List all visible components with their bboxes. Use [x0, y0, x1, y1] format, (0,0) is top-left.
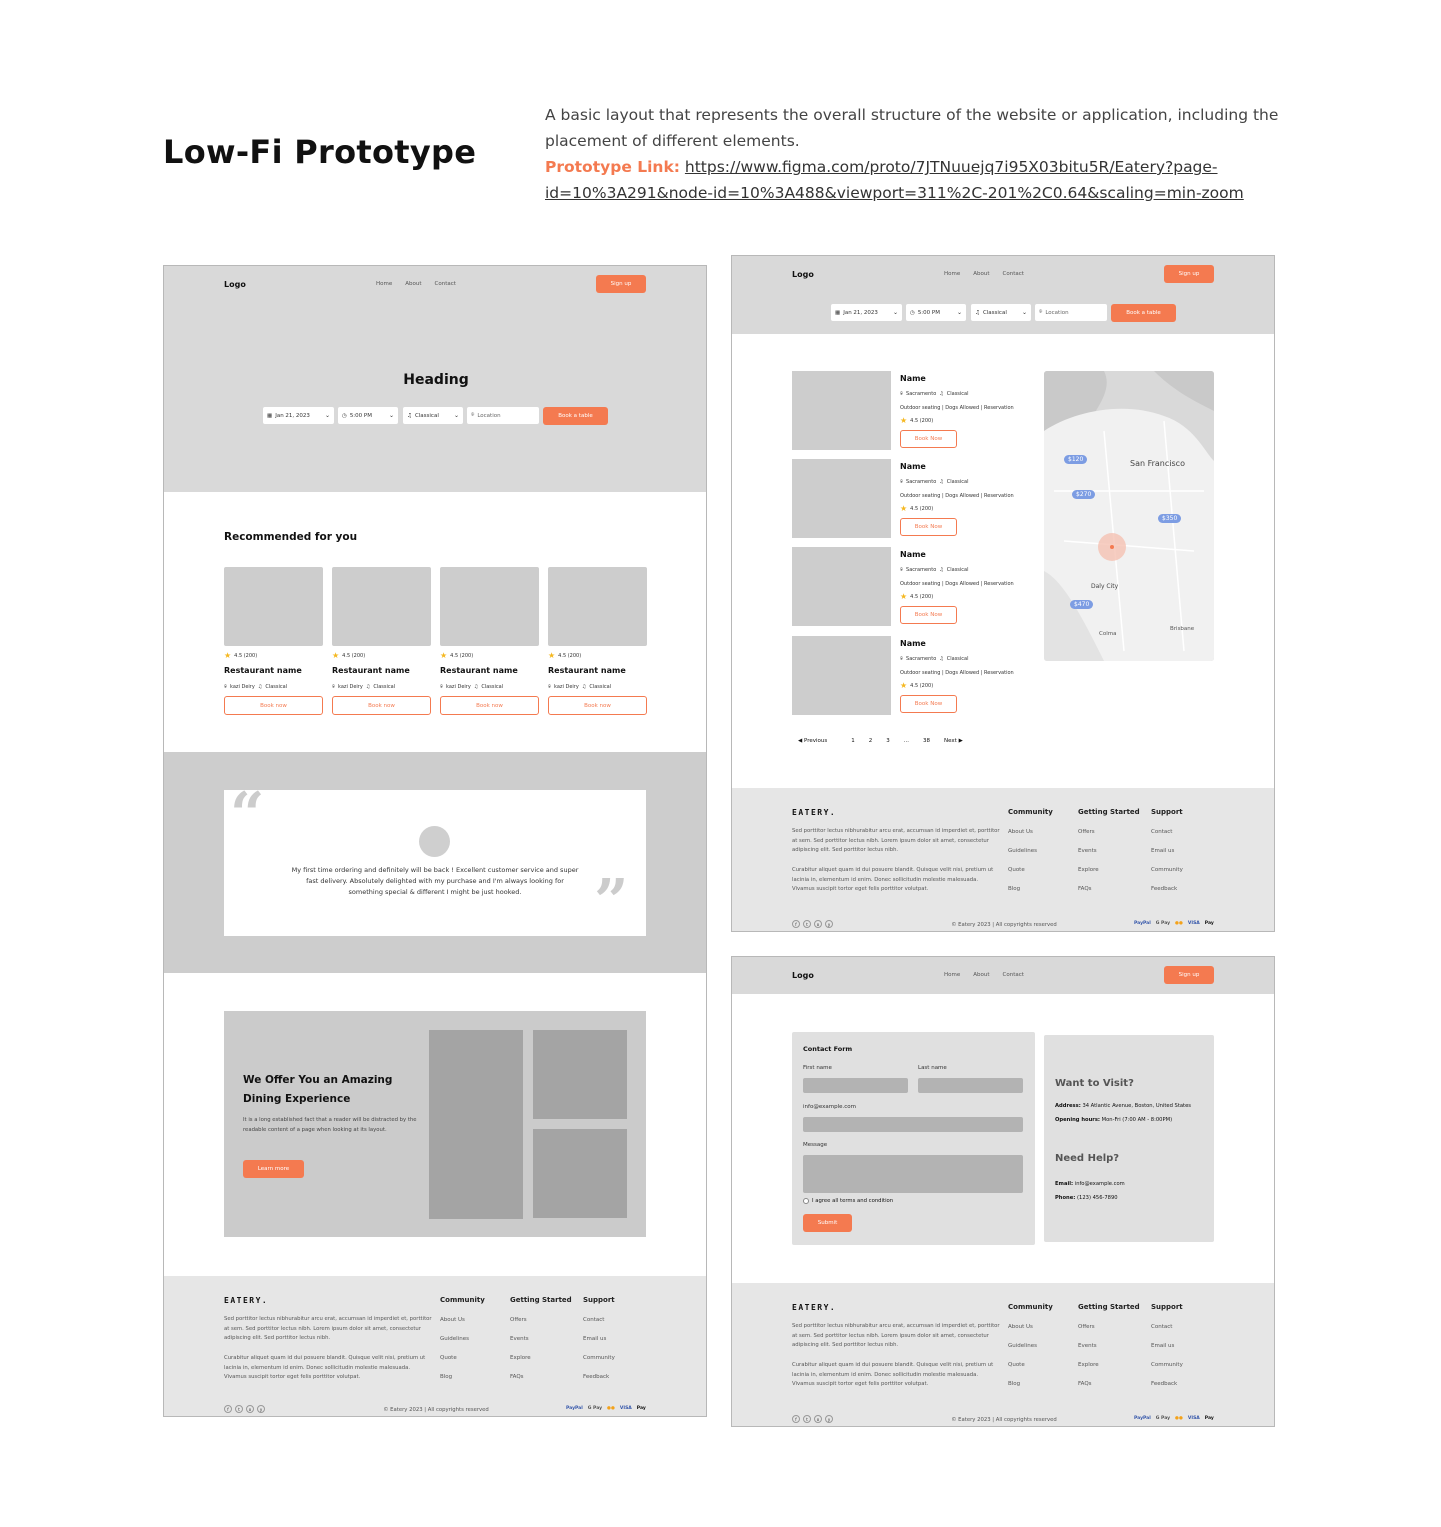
- intro-text: [545, 102, 1285, 206]
- price-marker[interactable]: $270: [1072, 490, 1095, 499]
- clock-icon: ◷: [342, 412, 347, 419]
- prototype-link[interactable]: https://www.figma.com/proto/7JTNuuejq7i95X03bitu5R/Eatery?page-id=10%3A291&node-id=10%3A488&viewport=311%2C-201%2C0.64&scaling=min-zoom: [545, 158, 1244, 202]
- music-icon: ♫: [975, 309, 980, 316]
- footer-col-title: Community: [440, 1296, 485, 1304]
- page-link[interactable]: 3: [886, 738, 890, 744]
- map-label-city: Brisbane: [1170, 626, 1195, 632]
- footer-link[interactable]: Community: [1151, 867, 1183, 873]
- listing-meta: ⌾ Sacramento ♫ Classical: [900, 567, 969, 573]
- chevron-down-icon: ⌄: [892, 309, 898, 316]
- nav-contact[interactable]: Contact: [1002, 972, 1024, 978]
- card-restaurant-name[interactable]: Restaurant name: [224, 666, 302, 675]
- map-background: [1044, 371, 1214, 661]
- footer-link[interactable]: About Us: [1008, 829, 1033, 835]
- page-ellipsis: ...: [903, 738, 909, 744]
- map-label-city: San Francisco: [1130, 459, 1185, 468]
- paypal-icon: PayPal: [1134, 921, 1151, 926]
- nav-about[interactable]: About: [973, 972, 990, 978]
- footer-link[interactable]: FAQs: [1078, 886, 1092, 892]
- music-icon: ♫: [939, 391, 944, 397]
- book-now-button[interactable]: Book now: [332, 696, 431, 715]
- footer-link[interactable]: Guidelines: [440, 1336, 469, 1342]
- footer-col-title: Support: [1151, 808, 1183, 816]
- youtube-icon[interactable]: y: [257, 1405, 265, 1413]
- offer-title: We Offer You an Amazing Dining Experience: [243, 1074, 393, 1105]
- pagination: [798, 738, 963, 744]
- twitter-icon[interactable]: t: [803, 1415, 811, 1423]
- signup-button[interactable]: Sign up: [596, 275, 646, 293]
- location-pin-icon: ⌾: [548, 684, 552, 690]
- offer-image: [533, 1129, 627, 1218]
- gpay-icon: G Pay: [1155, 921, 1171, 926]
- footer-link[interactable]: FAQs: [510, 1374, 524, 1380]
- card-restaurant-name[interactable]: Restaurant name: [548, 666, 626, 675]
- book-now-button[interactable]: Book Now: [900, 695, 957, 713]
- date-picker[interactable]: ▦ Jan 21, 2023 ⌄: [263, 407, 334, 424]
- location-input[interactable]: ⌾ Location: [467, 407, 539, 424]
- mastercard-icon: ●●: [1175, 921, 1183, 926]
- calendar-icon: ▦: [835, 309, 841, 316]
- listing-image[interactable]: [792, 636, 891, 715]
- visa-icon: VISA: [1187, 1416, 1200, 1421]
- book-now-button[interactable]: Book Now: [900, 606, 957, 624]
- footer-col-title: Community: [1008, 1303, 1053, 1311]
- submit-button[interactable]: Submit: [803, 1214, 852, 1232]
- footer-link[interactable]: Contact: [583, 1317, 605, 1323]
- footer-text: Curabitur aliquet quam id dui posuere blandit. Quisque velit nisi, pretium ut lacinia in, elementum id enim. Donec sollicitudin molestie malesuada. Vivamus suscipit tortor eget felis porttitor volutpat.: [792, 867, 994, 892]
- card-image[interactable]: [332, 567, 431, 646]
- footer-text: Curabitur aliquet quam id dui posuere blandit. Quisque velit nisi, pretium ut lacinia in, elementum id enim. Donec sollicitudin molestie malesuada. Vivamus suscipit tortor eget felis porttitor volutpat.: [792, 1362, 994, 1387]
- email-field[interactable]: [803, 1117, 1023, 1132]
- listing-image[interactable]: [792, 459, 891, 538]
- testimonial-text: My first time ordering and definitely will be back ! Excellent customer service and super fast delivery. Absolutely delighted with my purchase and I'm always looking for something special & different I might be just hooked.: [291, 866, 579, 896]
- footer-link[interactable]: Feedback: [1151, 886, 1178, 892]
- chevron-down-icon: ⌄: [324, 412, 330, 419]
- star-icon: ★: [900, 681, 908, 690]
- footer-col-title: Support: [1151, 1303, 1183, 1311]
- footer-link[interactable]: Community: [583, 1355, 615, 1361]
- card-meta: ⌾ kazi Deiry ♫ Classical: [332, 684, 396, 690]
- footer-link[interactable]: About Us: [440, 1317, 465, 1323]
- footer-link[interactable]: Quote: [1008, 1362, 1025, 1368]
- testimonial-card: [224, 780, 646, 937]
- listing-rating: ★ 4.5 (200): [900, 416, 934, 425]
- logo[interactable]: Logo: [224, 280, 246, 289]
- last-name-label: Last name: [918, 1065, 947, 1071]
- home-frame: [163, 265, 707, 1417]
- location-pin-icon: ⌾: [332, 684, 336, 690]
- copyright: © Eatery 2023 | All copyrights reserved: [951, 1417, 1057, 1423]
- payment-methods: [566, 1406, 646, 1411]
- book-now-button[interactable]: Book now: [440, 696, 539, 715]
- paypal-icon: PayPal: [566, 1406, 583, 1411]
- listing-features: Outdoor seating | Dogs Allowed | Reservation: [900, 493, 1014, 499]
- book-table-button[interactable]: Book a table: [543, 407, 608, 425]
- youtube-icon[interactable]: y: [825, 1415, 833, 1423]
- book-now-button[interactable]: Book Now: [900, 518, 957, 536]
- offer-image: [533, 1030, 627, 1119]
- page-link[interactable]: 1: [851, 738, 855, 744]
- chevron-down-icon: ⌄: [388, 412, 394, 419]
- nav-about[interactable]: About: [973, 271, 990, 277]
- music-icon: ♫: [939, 567, 944, 573]
- date-picker[interactable]: ▦ Jan 21, 2023 ⌄: [831, 304, 902, 321]
- message-field[interactable]: [803, 1155, 1023, 1193]
- star-icon: ★: [900, 416, 908, 425]
- footer-brand[interactable]: EATERY.: [224, 1296, 269, 1305]
- star-icon: ★: [224, 651, 232, 660]
- location-pin-icon: ⌾: [900, 656, 904, 662]
- listing-name[interactable]: Name: [900, 462, 926, 471]
- quote-open-icon: “: [230, 780, 265, 850]
- page-link[interactable]: 38: [922, 738, 930, 744]
- footer-link[interactable]: Blog: [1008, 1381, 1021, 1387]
- listing-features: Outdoor seating | Dogs Allowed | Reservation: [900, 405, 1014, 411]
- location-input[interactable]: ⌾ Location: [1035, 304, 1107, 321]
- price-marker[interactable]: $120: [1064, 455, 1087, 464]
- music-icon: ♫: [365, 684, 371, 690]
- nav-contact[interactable]: Contact: [434, 281, 456, 287]
- listing-name[interactable]: Name: [900, 374, 926, 383]
- footer-link[interactable]: Quote: [1008, 867, 1025, 873]
- nav-links: [376, 281, 456, 287]
- applepay-icon: Pay: [1204, 1416, 1214, 1421]
- avatar: [419, 826, 450, 857]
- phone-line: Phone: (123) 456-7890: [1055, 1195, 1118, 1201]
- instagram-icon[interactable]: o: [246, 1405, 254, 1413]
- paypal-icon: PayPal: [1134, 1416, 1151, 1421]
- card-restaurant-name[interactable]: Restaurant name: [440, 666, 518, 675]
- footer: [732, 788, 1275, 932]
- footer-text: Sed porttitor lectus nibhurabitur arcu erat, accumsan id imperdiet et, porttitor at sem. Sed porttitor lectus nibh. Lorem ipsum dolor sit amet, consectetur adipiscing elit. Sed porttitor lectus nibh.: [224, 1316, 432, 1341]
- footer-text: Sed porttitor lectus nibhurabitur arcu erat, accumsan id imperdiet et, porttitor at sem. Sed porttitor lectus nibh. Lorem ipsum dolor sit amet, consectetur adipiscing elit. Sed porttitor lectus nibh.: [792, 828, 1000, 853]
- prototype-link-label: Prototype Link:: [545, 158, 680, 176]
- star-icon: ★: [332, 651, 340, 660]
- listing-image[interactable]: [792, 371, 891, 450]
- next-button[interactable]: Next ▶: [943, 738, 963, 744]
- card-rating: ★ 4.5 (200): [224, 651, 258, 660]
- footer-link[interactable]: Contact: [1151, 1324, 1173, 1330]
- music-picker[interactable]: ♫ Classical ⌄: [403, 407, 463, 424]
- location-pin-icon: ⌾: [224, 684, 228, 690]
- listing-rating: ★ 4.5 (200): [900, 681, 934, 690]
- youtube-icon[interactable]: y: [825, 920, 833, 928]
- location-pin-icon: ⌾: [900, 479, 904, 485]
- price-marker[interactable]: $470: [1070, 600, 1093, 609]
- listing-meta: ⌾ Sacramento ♫ Classical: [900, 479, 969, 485]
- location-pin-icon: ⌾: [471, 412, 475, 418]
- nav-links: [944, 972, 1024, 978]
- footer-link[interactable]: Events: [1078, 1343, 1097, 1349]
- footer-link[interactable]: Guidelines: [1008, 1343, 1037, 1349]
- agree-label: I agree all terms and condition: [812, 1198, 894, 1204]
- page-title: Low-Fi Prototype: [163, 133, 477, 171]
- contact-frame: [731, 956, 1275, 1427]
- footer-link[interactable]: Community: [1151, 1362, 1183, 1368]
- footer-link[interactable]: Blog: [440, 1374, 453, 1380]
- book-now-button[interactable]: Book now: [224, 696, 323, 715]
- location-pin-icon: ⌾: [1039, 309, 1043, 315]
- listing-features: Outdoor seating | Dogs Allowed | Reservation: [900, 581, 1014, 587]
- visa-icon: VISA: [1187, 921, 1200, 926]
- card-meta: ⌾ kazi Deiry ♫ Classical: [548, 684, 612, 690]
- page-link[interactable]: 2: [868, 738, 873, 744]
- signup-button[interactable]: Sign up: [1164, 265, 1214, 283]
- footer-link[interactable]: Offers: [1078, 829, 1095, 835]
- signup-button[interactable]: Sign up: [1164, 966, 1214, 984]
- facebook-icon[interactable]: f: [792, 920, 800, 928]
- listing-rating: ★ 4.5 (200): [900, 592, 934, 601]
- listing-meta: ⌾ Sacramento ♫ Classical: [900, 391, 969, 397]
- instagram-icon[interactable]: o: [814, 1415, 822, 1423]
- chevron-down-icon: ⌄: [453, 412, 459, 419]
- listing-frame: [731, 255, 1275, 932]
- star-icon: ★: [900, 504, 908, 513]
- star-icon: ★: [548, 651, 556, 660]
- listing-name[interactable]: Name: [900, 639, 926, 648]
- nav-links: [944, 271, 1024, 277]
- card-image[interactable]: [224, 567, 323, 646]
- card-rating: ★ 4.5 (200): [440, 651, 474, 660]
- facebook-icon[interactable]: f: [792, 1415, 800, 1423]
- time-picker[interactable]: ◷ 5:00 PM ⌄: [338, 407, 398, 424]
- footer-link[interactable]: Blog: [1008, 886, 1021, 892]
- book-now-button[interactable]: Book now: [548, 696, 647, 715]
- music-icon: ♫: [939, 479, 944, 485]
- logo[interactable]: Logo: [792, 971, 814, 980]
- map-label-city: Colma: [1099, 631, 1117, 637]
- offer-image: [429, 1030, 523, 1219]
- instagram-icon[interactable]: o: [814, 920, 822, 928]
- card-rating: ★ 4.5 (200): [548, 651, 582, 660]
- gpay-icon: G Pay: [587, 1406, 603, 1411]
- arrow-right-icon: ▶: [958, 738, 963, 744]
- checkbox[interactable]: [803, 1198, 809, 1204]
- footer-link[interactable]: Email us: [1151, 1343, 1175, 1349]
- location-pin-icon: ⌾: [900, 391, 904, 397]
- offer-section: [224, 1011, 646, 1237]
- price-marker[interactable]: $350: [1158, 514, 1181, 523]
- music-icon: ♫: [939, 656, 944, 662]
- footer-col-title: Community: [1008, 808, 1053, 816]
- footer-link[interactable]: Events: [1078, 848, 1097, 854]
- footer-link[interactable]: Email us: [583, 1336, 607, 1342]
- payment-methods: [1134, 921, 1214, 926]
- map-label-city: Daly City: [1091, 583, 1119, 590]
- prev-button[interactable]: ◀ Previous: [798, 738, 828, 744]
- first-name-field[interactable]: [803, 1078, 908, 1093]
- twitter-icon[interactable]: t: [803, 920, 811, 928]
- star-icon: ★: [900, 592, 908, 601]
- description: A basic layout that represents the overall structure of the website or application, including the placement of different elements.: [545, 106, 1279, 150]
- footer-col-title: Support: [583, 1296, 615, 1304]
- footer-link[interactable]: Email us: [1151, 848, 1175, 854]
- card-image[interactable]: [440, 567, 539, 646]
- learn-more-button[interactable]: Learn more: [243, 1160, 304, 1178]
- help-title: Need Help?: [1055, 1153, 1120, 1164]
- footer-col-title: Getting Started: [1078, 808, 1140, 816]
- music-icon: ♫: [257, 684, 263, 690]
- footer-col-title: Getting Started: [510, 1296, 572, 1304]
- music-icon: ♫: [473, 684, 479, 690]
- footer-link[interactable]: Events: [510, 1336, 529, 1342]
- applepay-icon: Pay: [1204, 921, 1214, 926]
- visa-icon: VISA: [619, 1406, 632, 1411]
- agree-checkbox-row[interactable]: [803, 1198, 893, 1204]
- book-table-button[interactable]: Book a table: [1111, 304, 1176, 322]
- listing-meta: ⌾ Sacramento ♫ Classical: [900, 656, 969, 662]
- footer: [732, 1283, 1275, 1427]
- email-label: info@example.com: [803, 1104, 856, 1110]
- hours-line: Opening hours: Mon-Fri (7:00 AM - 8:00PM): [1055, 1117, 1173, 1123]
- listing-rating: ★ 4.5 (200): [900, 504, 934, 513]
- location-pin-icon: ⌾: [900, 567, 904, 573]
- footer-col-title: Getting Started: [1078, 1303, 1140, 1311]
- contact-form: [792, 1032, 1035, 1245]
- chevron-down-icon: ⌄: [1021, 309, 1027, 316]
- music-icon: ♫: [407, 412, 412, 419]
- footer-brand[interactable]: EATERY.: [792, 808, 837, 817]
- nav-about[interactable]: About: [405, 281, 422, 287]
- copyright: © Eatery 2023 | All copyrights reserved: [383, 1407, 489, 1413]
- address-line: Address: 34 Atlantic Avenue, Boston, United States: [1055, 1103, 1191, 1109]
- twitter-icon[interactable]: t: [235, 1405, 243, 1413]
- last-name-field[interactable]: [918, 1078, 1023, 1093]
- arrow-left-icon: ◀: [798, 738, 803, 744]
- star-icon: ★: [440, 651, 448, 660]
- footer-link[interactable]: Explore: [1078, 867, 1099, 873]
- info-panel: [1044, 1035, 1214, 1242]
- quote-close-icon: ”: [594, 867, 629, 937]
- time-picker[interactable]: ◷ 5:00 PM ⌄: [906, 304, 966, 321]
- listing-image[interactable]: [792, 547, 891, 626]
- recommended-title: Recommended for you: [224, 531, 358, 543]
- applepay-icon: Pay: [636, 1406, 646, 1411]
- footer-link[interactable]: About Us: [1008, 1324, 1033, 1330]
- gpay-icon: G Pay: [1155, 1416, 1171, 1421]
- card-rating: ★ 4.5 (200): [332, 651, 366, 660]
- music-picker[interactable]: ♫ Classical ⌄: [971, 304, 1031, 321]
- card-image[interactable]: [548, 567, 647, 646]
- nav-home[interactable]: Home: [944, 271, 961, 277]
- nav-contact[interactable]: Contact: [1002, 271, 1024, 277]
- footer-link[interactable]: Feedback: [583, 1374, 610, 1380]
- mastercard-icon: ●●: [607, 1406, 615, 1411]
- clock-icon: ◷: [910, 309, 915, 316]
- footer-link[interactable]: Guidelines: [1008, 848, 1037, 854]
- footer-link[interactable]: Offers: [510, 1317, 527, 1323]
- footer-brand[interactable]: EATERY.: [792, 1303, 837, 1312]
- first-name-label: First name: [803, 1065, 832, 1071]
- footer-text: Sed porttitor lectus nibhurabitur arcu erat, accumsan id imperdiet et, porttitor at sem. Sed porttitor lectus nibh. Lorem ipsum dolor sit amet, consectetur adipiscing elit. Sed porttitor lectus nibh.: [792, 1323, 1000, 1348]
- copyright: © Eatery 2023 | All copyrights reserved: [951, 922, 1057, 928]
- footer-link[interactable]: Contact: [1151, 829, 1173, 835]
- card-meta: ⌾ kazi Deiry ♫ Classical: [440, 684, 504, 690]
- footer-link[interactable]: Quote: [440, 1355, 457, 1361]
- map[interactable]: [1044, 371, 1214, 661]
- location-pin-icon: ⌾: [440, 684, 444, 690]
- email-line: Email: info@example.com: [1055, 1181, 1125, 1187]
- footer-link[interactable]: Explore: [510, 1355, 531, 1361]
- form-title: Contact Form: [803, 1045, 853, 1053]
- calendar-icon: ▦: [267, 412, 273, 419]
- footer-link[interactable]: FAQs: [1078, 1381, 1092, 1387]
- listing-features: Outdoor seating | Dogs Allowed | Reservation: [900, 670, 1014, 676]
- chevron-down-icon: ⌄: [956, 309, 962, 316]
- footer: [164, 1276, 707, 1417]
- hero-heading: Heading: [403, 372, 469, 388]
- listing-name[interactable]: Name: [900, 550, 926, 559]
- payment-methods: [1134, 1416, 1214, 1421]
- footer-link[interactable]: Feedback: [1151, 1381, 1178, 1387]
- facebook-icon[interactable]: f: [224, 1405, 232, 1413]
- book-now-button[interactable]: Book Now: [900, 430, 957, 448]
- footer-link[interactable]: Offers: [1078, 1324, 1095, 1330]
- visit-title: Want to Visit?: [1055, 1078, 1134, 1089]
- nav-home[interactable]: Home: [376, 281, 393, 287]
- offer-text: It is a long established fact that a reader will be distracted by the readable content of a page when looking at its layout.: [243, 1117, 417, 1133]
- card-meta: ⌾ kazi Deiry ♫ Classical: [224, 684, 288, 690]
- footer-link[interactable]: Explore: [1078, 1362, 1099, 1368]
- card-restaurant-name[interactable]: Restaurant name: [332, 666, 410, 675]
- message-label: Message: [803, 1142, 828, 1148]
- footer-text: Curabitur aliquet quam id dui posuere blandit. Quisque velit nisi, pretium ut lacinia in, elementum id enim. Donec sollicitudin molestie malesuada. Vivamus suscipit tortor eget felis porttitor volutpat.: [224, 1355, 426, 1380]
- nav-home[interactable]: Home: [944, 972, 961, 978]
- mastercard-icon: ●●: [1175, 1416, 1183, 1421]
- logo[interactable]: Logo: [792, 270, 814, 279]
- music-icon: ♫: [581, 684, 587, 690]
